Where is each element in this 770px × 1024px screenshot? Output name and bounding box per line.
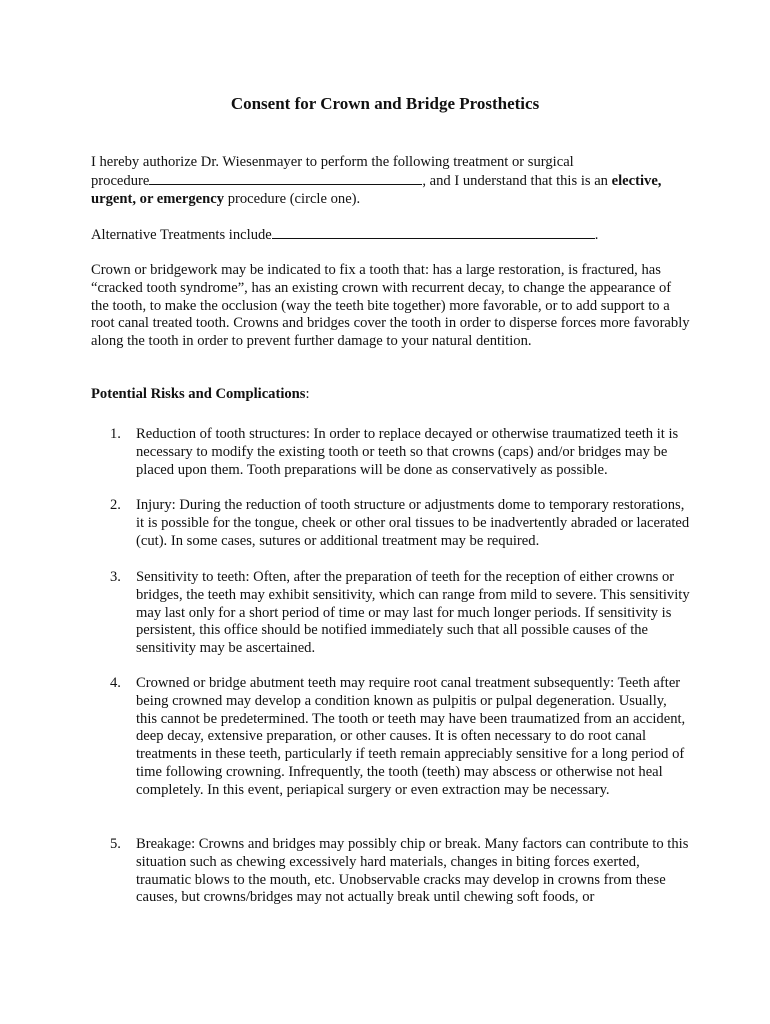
risk-text: Injury: During the reduction of tooth structure or adjustments dome to temporary restorations, it is possible for the tongue, cheek or other oral tissues to be inadvertently abraded or lacerated (cut). In some cases, sutures or additional treatment may be required. <box>136 497 690 549</box>
risk-item-reduction <box>110 426 690 479</box>
understanding-text: , and I understand that this is an <box>422 172 612 189</box>
alternative-period: . <box>594 227 599 243</box>
risk-item-sensitivity <box>110 569 690 658</box>
risks-heading-colon: : <box>305 386 310 402</box>
risk-item-breakage <box>110 836 690 907</box>
document-title: Consent for Crown and Bridge Prosthetics <box>230 94 540 113</box>
procedure-label: procedure <box>91 172 150 189</box>
risk-number: 5. <box>110 836 121 852</box>
risk-item-injury <box>110 497 690 550</box>
risk-number: 4. <box>110 675 121 691</box>
risks-heading <box>91 386 691 404</box>
risk-text: Breakage: Crowns and bridges may possibly chip or break. Many factors can contribute to this situation such as chewing excessively hard materials, changes in biting forces exerted, traumatic blows to the mouth, etc. Unobservable cracks may develop in crowns from these causes, but crowns/bridges may not actually break until chewing soft foods, or <box>136 836 689 906</box>
alternative-treatments-label: Alternative Treatments include <box>91 227 272 243</box>
risk-number: 3. <box>110 569 121 585</box>
risk-item-root-canal <box>110 675 690 800</box>
risk-text: Reduction of tooth structures: In order to replace decayed or otherwise traumatized teeth it is necessary to modify the existing tooth or teeth so that crowns (caps) and/or bridges may be placed upon them. Tooth preparations will be done as conservatively as possible. <box>136 426 679 478</box>
risk-number: 2. <box>110 497 121 513</box>
indication-paragraph: Crown or bridgework may be indicated to fix a tooth that: has a large restoration, is fractured, has “cracked tooth syndrome”, has an existing crown with recurrent decay, to change the appearance of the tooth, to make the occlusion (way the teeth bite together) more favorable, or to add support to a root canal treated tooth. Crowns and bridges cover the tooth in order to disperse forces more favorably along the tooth in order to prevent further damage to your natural dentition. <box>91 262 690 350</box>
circle-one-text: procedure (circle one). <box>224 190 361 207</box>
risk-number: 1. <box>110 426 121 442</box>
alternative-treatments-line <box>91 226 691 245</box>
authorization-line-1: I hereby authorize Dr. Wiesenmayer to perform the following treatment or surgical <box>91 154 574 170</box>
option-urgent-emergency: urgent, or emergency <box>91 190 225 207</box>
option-elective: elective, <box>611 172 662 189</box>
risk-text: Sensitivity to teeth: Often, after the preparation of teeth for the reception of either crowns or bridges, the teeth may exhibit sensitivity, which can range from mild to severe. This sensitivity may last only for a short period of time or may last for much longer periods. If sensitivity is persistent, this office should be notified immediately such that all possible causes of the sensitivity may be ascertained. <box>136 569 690 657</box>
risk-text: Crowned or bridge abutment teeth may require root canal treatment subsequently: Teeth after being crowned may develop a condition known as pulpitis or pulpal degeneration. Usually, this cannot be predetermined. The tooth or teeth may have been traumatized from an accident, deep decay, extensive preparation, or other causes. It is often necessary to do root canal treatments in these teeth, particularly if teeth remain appreciably sensitive for a long period of time following crowning. Infrequently, the tooth (teeth) may abscess or otherwise not heal completely. In this event, periapical surgery or even extraction may be necessary. <box>136 675 686 798</box>
risks-heading-text: Potential Risks and Complications <box>91 386 306 402</box>
authorization-paragraph <box>91 154 691 208</box>
procedure-blank-line[interactable] <box>149 172 422 185</box>
alternative-treatments-blank-line[interactable] <box>272 226 595 239</box>
